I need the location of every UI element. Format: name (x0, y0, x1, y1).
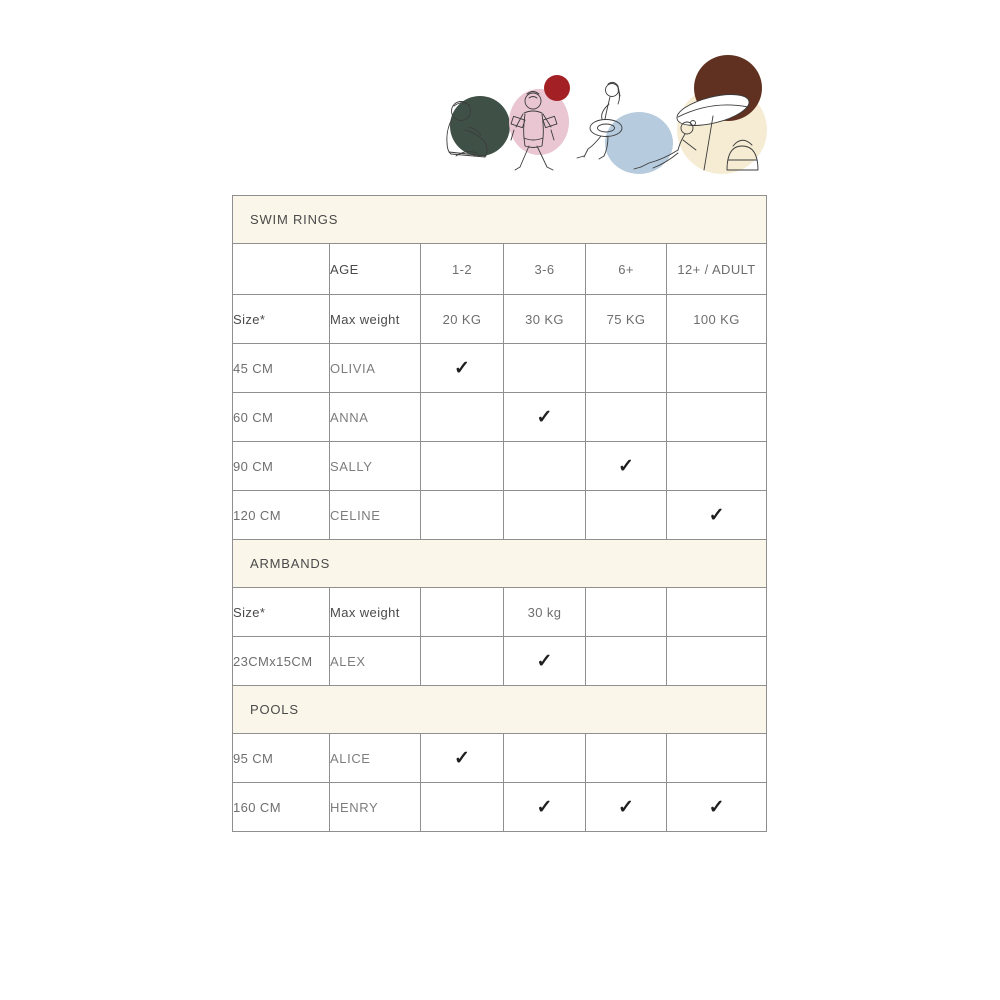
empty-cell (421, 442, 504, 491)
check-cell: ✓ (421, 344, 504, 393)
check-cell: ✓ (504, 637, 586, 686)
empty-cell (586, 491, 667, 540)
empty-cell (421, 637, 504, 686)
weight-cell: 100 KG (667, 295, 767, 344)
empty-cell (667, 393, 767, 442)
empty-cell (586, 588, 667, 637)
empty-cell (667, 344, 767, 393)
empty-cell (667, 734, 767, 783)
row-alice (233, 734, 767, 783)
weight-cell: 20 KG (421, 295, 504, 344)
size-cell: 45 CM (233, 344, 330, 393)
empty-cell (586, 734, 667, 783)
red-ball (544, 75, 570, 101)
max-weight-header-cell: Max weight (330, 295, 421, 344)
check-cell: ✓ (667, 783, 767, 832)
weight-cell: 30 kg (504, 588, 586, 637)
empty-cell (667, 442, 767, 491)
check-cell: ✓ (586, 442, 667, 491)
section-pools (233, 686, 767, 734)
empty-cell (504, 491, 586, 540)
empty-cell (504, 734, 586, 783)
row-sally (233, 442, 767, 491)
check-cell: ✓ (586, 783, 667, 832)
armbands-weight-row (233, 588, 767, 637)
age-header-cell: AGE (330, 244, 421, 295)
product-name-cell: ANNA (330, 393, 421, 442)
max-weight-header-cell: Max weight (330, 588, 421, 637)
product-name-cell: CELINE (330, 491, 421, 540)
empty-cell (421, 783, 504, 832)
empty-cell (586, 344, 667, 393)
section-swim-rings (233, 196, 767, 244)
age-col-adult: 12+ / ADULT (667, 244, 767, 295)
size-cell: 95 CM (233, 734, 330, 783)
age-col-3-6: 3-6 (504, 244, 586, 295)
row-anna (233, 393, 767, 442)
product-name-cell: OLIVIA (330, 344, 421, 393)
size-cell: 120 CM (233, 491, 330, 540)
check-cell: ✓ (667, 491, 767, 540)
size-chart-table (232, 195, 767, 832)
product-name-cell: ALEX (330, 637, 421, 686)
empty-cell (421, 393, 504, 442)
green-ball-circle (450, 96, 510, 156)
row-henry (233, 783, 767, 832)
section-title: POOLS (233, 686, 767, 734)
empty-cell (421, 588, 504, 637)
product-name-cell: SALLY (330, 442, 421, 491)
size-cell: 60 CM (233, 393, 330, 442)
check-cell: ✓ (504, 393, 586, 442)
section-title: ARMBANDS (233, 540, 767, 588)
empty-cell (586, 393, 667, 442)
row-celine (233, 491, 767, 540)
empty-cell (504, 344, 586, 393)
size-cell: 23CMx15CM (233, 637, 330, 686)
size-cell: 90 CM (233, 442, 330, 491)
age-col-1-2: 1-2 (421, 244, 504, 295)
row-alex (233, 637, 767, 686)
section-armbands (233, 540, 767, 588)
swim-rings-weight-row (233, 295, 767, 344)
size-cell: 160 CM (233, 783, 330, 832)
beach-illustration (425, 48, 775, 178)
empty-cell (667, 588, 767, 637)
product-name-cell: ALICE (330, 734, 421, 783)
table-cell (233, 244, 330, 295)
empty-cell (586, 637, 667, 686)
check-cell: ✓ (421, 734, 504, 783)
section-title: SWIM RINGS (233, 196, 767, 244)
row-olivia (233, 344, 767, 393)
empty-cell (667, 637, 767, 686)
weight-cell: 75 KG (586, 295, 667, 344)
check-cell: ✓ (504, 783, 586, 832)
weight-cell: 30 KG (504, 295, 586, 344)
product-name-cell: HENRY (330, 783, 421, 832)
age-col-6plus: 6+ (586, 244, 667, 295)
empty-cell (504, 442, 586, 491)
swim-rings-age-row (233, 244, 767, 295)
size-header-cell: Size* (233, 295, 330, 344)
empty-cell (421, 491, 504, 540)
size-header-cell: Size* (233, 588, 330, 637)
